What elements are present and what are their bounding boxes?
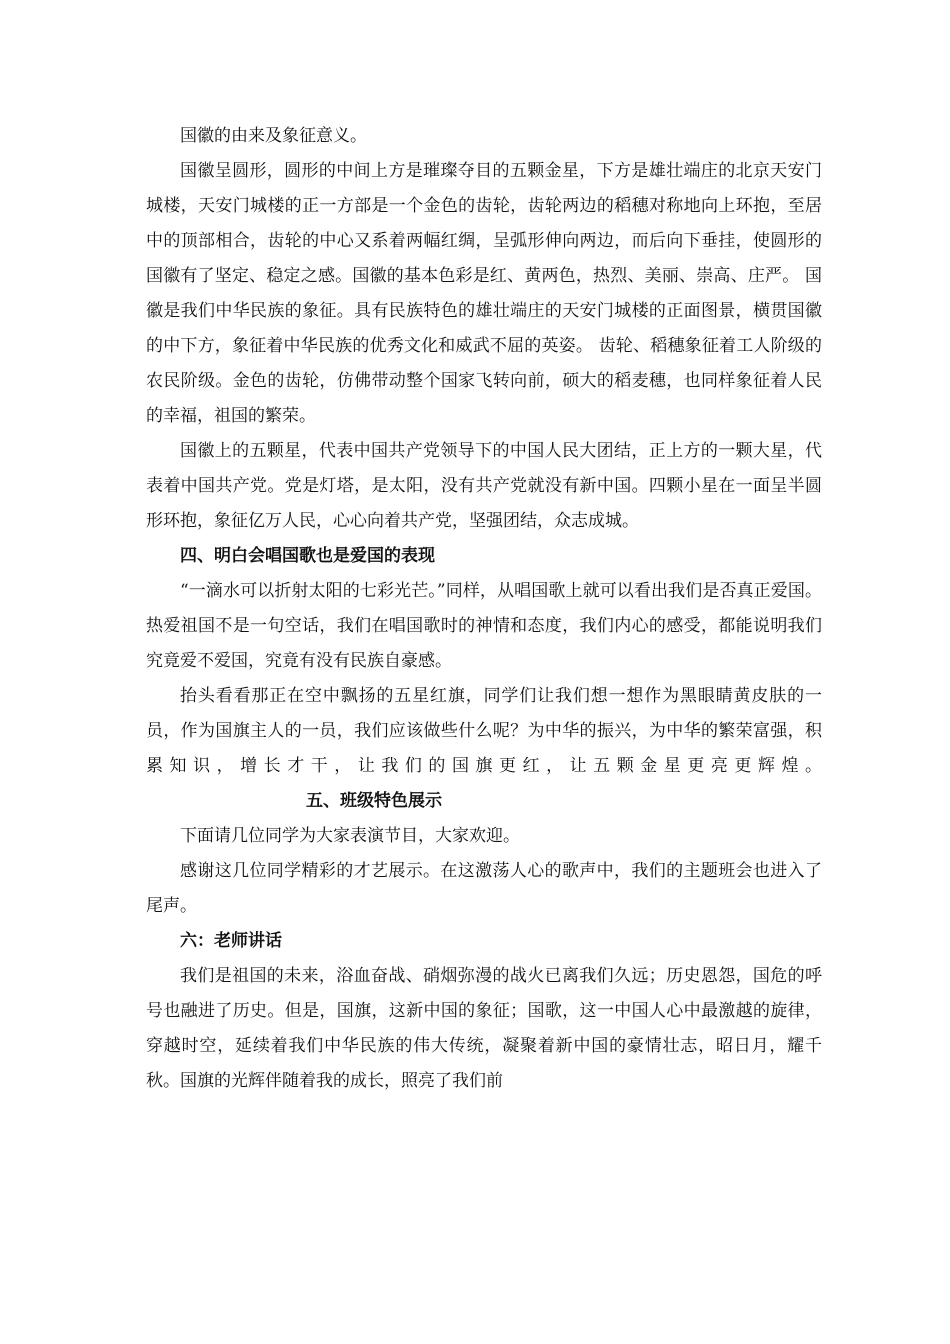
paragraph-thanks: 感谢这几位同学精彩的才艺展示。在这激荡人心的歌声中，我们的主题班会也进入了尾声。 xyxy=(146,861,822,916)
heading-section-four: 四、明白会唱国歌也是爱国的表现 xyxy=(180,546,435,566)
document-body xyxy=(146,119,822,1099)
paragraph-anthem-drop: “一滴水可以折射太阳的七彩光芒。”同样，从唱国歌上就可以看出我们是否真正爱国。 热爱祖国不是一句空话，我们在唱国歌时的神情和态度，我们内心的感受，都能说明我们究竟爱不爱国，究竟有没有民族自豪感。 xyxy=(146,581,822,671)
paragraph-flag-reflection xyxy=(146,679,822,819)
paragraph-emblem-description: 国徽呈圆形，圆形的中间上方是璀璨夺目的五颗金星，下方是雄壮端庄的北京天安门城楼，天安门城楼的正一方部是一个金色的齿轮，齿轮两边的稻穗对称地向上环抱，至居中的顶部相合，齿轮的中心又系着两幅红绸，呈弧形伸向两边，而后向下垂挂，使圆形的国徽有了坚定、稳定之感。国徽的基本色彩是红、黄两色，热烈、美丽、崇高、庄严。 国徽是我们中华民族的象征。具有民族特色的雄壮端庄的天安门城楼的正面图景，横贯国徽的中下方，象征着中华民族的优秀文化和威武不屈的英姿。 齿轮、稻穗象征着工人阶级的农民阶级。金色的齿轮，仿佛带动整个国家飞转向前，硕大的稻麦穗，也同样象征着人民的幸福，祖国的繁荣。 xyxy=(146,161,822,426)
paragraph-flag-text: 抬头看看那正在空中飘扬的五星红旗，同学们让我们想一想作为黑眼睛黄皮肤的一员，作为国旗主人的一员，我们应该做些什么呢？为中华的振兴，为中华的繁荣富强，积累知识，增长才干，让我们的国旗更红，让五颗金星更亮更辉煌。 xyxy=(146,686,822,776)
heading-section-six: 六：老师讲话 xyxy=(180,931,282,951)
paragraph-five-stars: 国徽上的五颗星，代表中国共产党领导下的中国人民大团结，正上方的一颗大星，代表着中国共产党。党是灯塔，是太阳，没有共产党就没有新中国。四颗小星在一面呈半圆形环抱，象征亿万人民，心心向着共产党，坚强团结，众志成城。 xyxy=(146,441,822,531)
paragraph-emblem-intro: 国徽的由来及象征意义。 xyxy=(180,126,367,146)
paragraph-teacher-speech: 我们是祖国的未来，浴血奋战、硝烟弥漫的战火已离我们久远；历史恩怨，国危的呼号也融进了历史。但是，国旗，这新中国的象征；国歌，这一中国人心中最激越的旋律，穿越时空，延续着我们中华民族的伟大传统，凝聚着新中国的豪情壮志，昭日月，耀千秋。国旗的光辉伴随着我的成长，照亮了我们前 xyxy=(146,966,822,1091)
heading-section-five: 五、班级特色展示 xyxy=(306,791,442,811)
paragraph-performance-invite: 下面请几位同学为大家表演节目，大家欢迎。 xyxy=(180,826,520,846)
